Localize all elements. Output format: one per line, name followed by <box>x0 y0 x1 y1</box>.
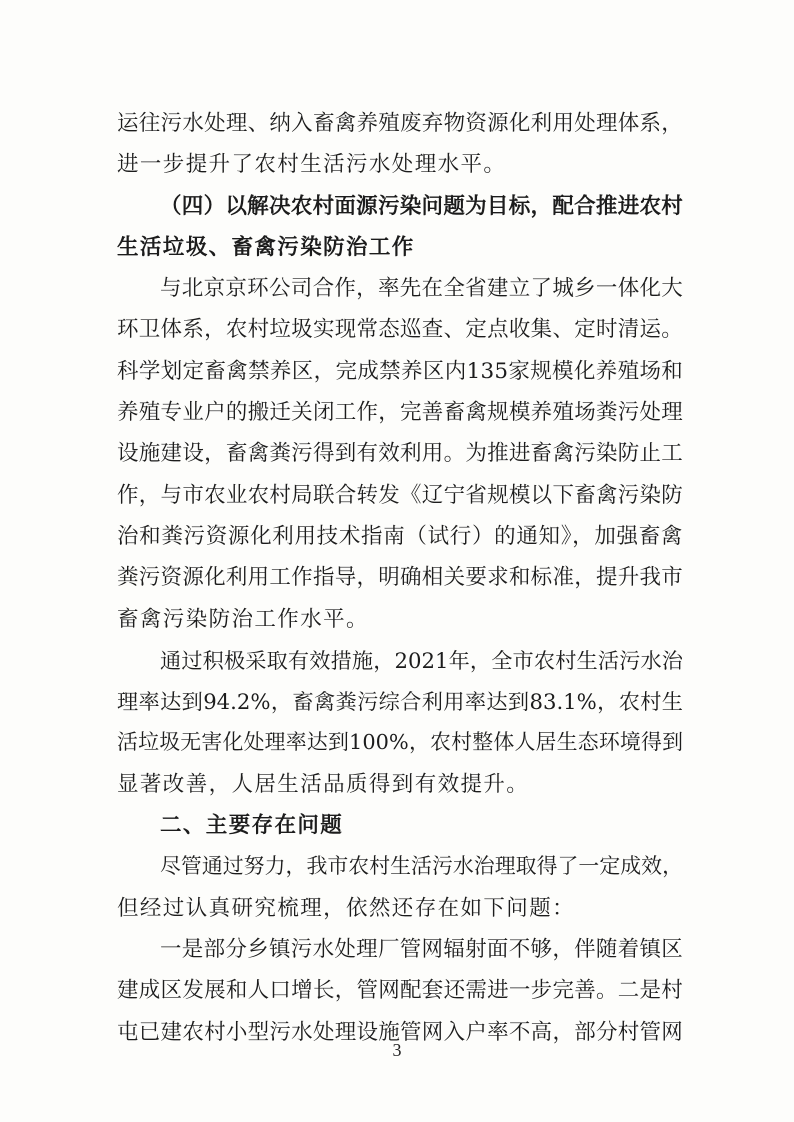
document-body <box>117 103 683 1053</box>
body-line: 环卫体系，农村垃圾实现常态巡查、定点收集、定时清运。 <box>117 317 683 343</box>
body-line: 理率达到94.2%，畜禽粪污综合利用率达到83.1%，农村生 <box>117 689 683 715</box>
body-line: 治和粪污资源化利用技术指南（试行）的通知》，加强畜禽 <box>117 523 683 549</box>
body-line: 进一步提升了农村生活污水处理水平。 <box>117 152 507 178</box>
section-heading: 生活垃圾、畜禽污染防治工作 <box>117 234 415 260</box>
body-line: 运往污水处理、纳入畜禽养殖废弃物资源化利用处理体系， <box>117 111 683 136</box>
body-line: 设施建设，畜禽粪污得到有效利用。为推进畜禽污染防止工 <box>117 441 683 467</box>
body-line: 科学划定畜禽禁养区，完成禁养区内135家规模化养殖场和 <box>117 358 683 384</box>
chapter-heading: 二、主要存在问题 <box>160 813 344 839</box>
section-heading: （四）以解决农村面源污染问题为目标，配合推进农村 <box>160 193 683 219</box>
paragraph-first-line: 与北京京环公司合作，率先在全省建立了城乡一体化大 <box>160 276 683 302</box>
body-line: 但经过认真研究梳理，依然还存在如下问题： <box>117 895 576 921</box>
body-line: 显著改善，人居生活品质得到有效提升。 <box>117 771 530 797</box>
body-line: 建成区发展和人口增长，管网配套还需进一步完善。二是村 <box>117 978 683 1004</box>
body-line: 养殖专业户的搬迁关闭工作，完善畜禽规模养殖场粪污处理 <box>117 400 683 426</box>
body-line: 粪污资源化利用工作指导，明确相关要求和标准，提升我市 <box>117 565 683 591</box>
paragraph-first-line: 一是部分乡镇污水处理厂管网辐射面不够，伴随着镇区 <box>160 936 683 962</box>
page-number: 3 <box>392 1040 402 1060</box>
body-line: 畜禽污染防治工作水平。 <box>117 606 369 632</box>
paragraph-first-line: 尽管通过努力，我市农村生活污水治理取得了一定成效， <box>160 854 683 879</box>
body-line: 屯已建农村小型污水处理设施管网入户率不高，部分村管网 <box>117 1019 683 1045</box>
body-line: 作，与市农业农村局联合转发《辽宁省规模以下畜禽污染防 <box>117 482 683 508</box>
body-line: 活垃圾无害化处理率达到100%，农村整体人居生态环境得到 <box>117 730 683 755</box>
paragraph-first-line: 通过积极采取有效措施，2021年，全市农村生活污水治 <box>160 647 683 673</box>
